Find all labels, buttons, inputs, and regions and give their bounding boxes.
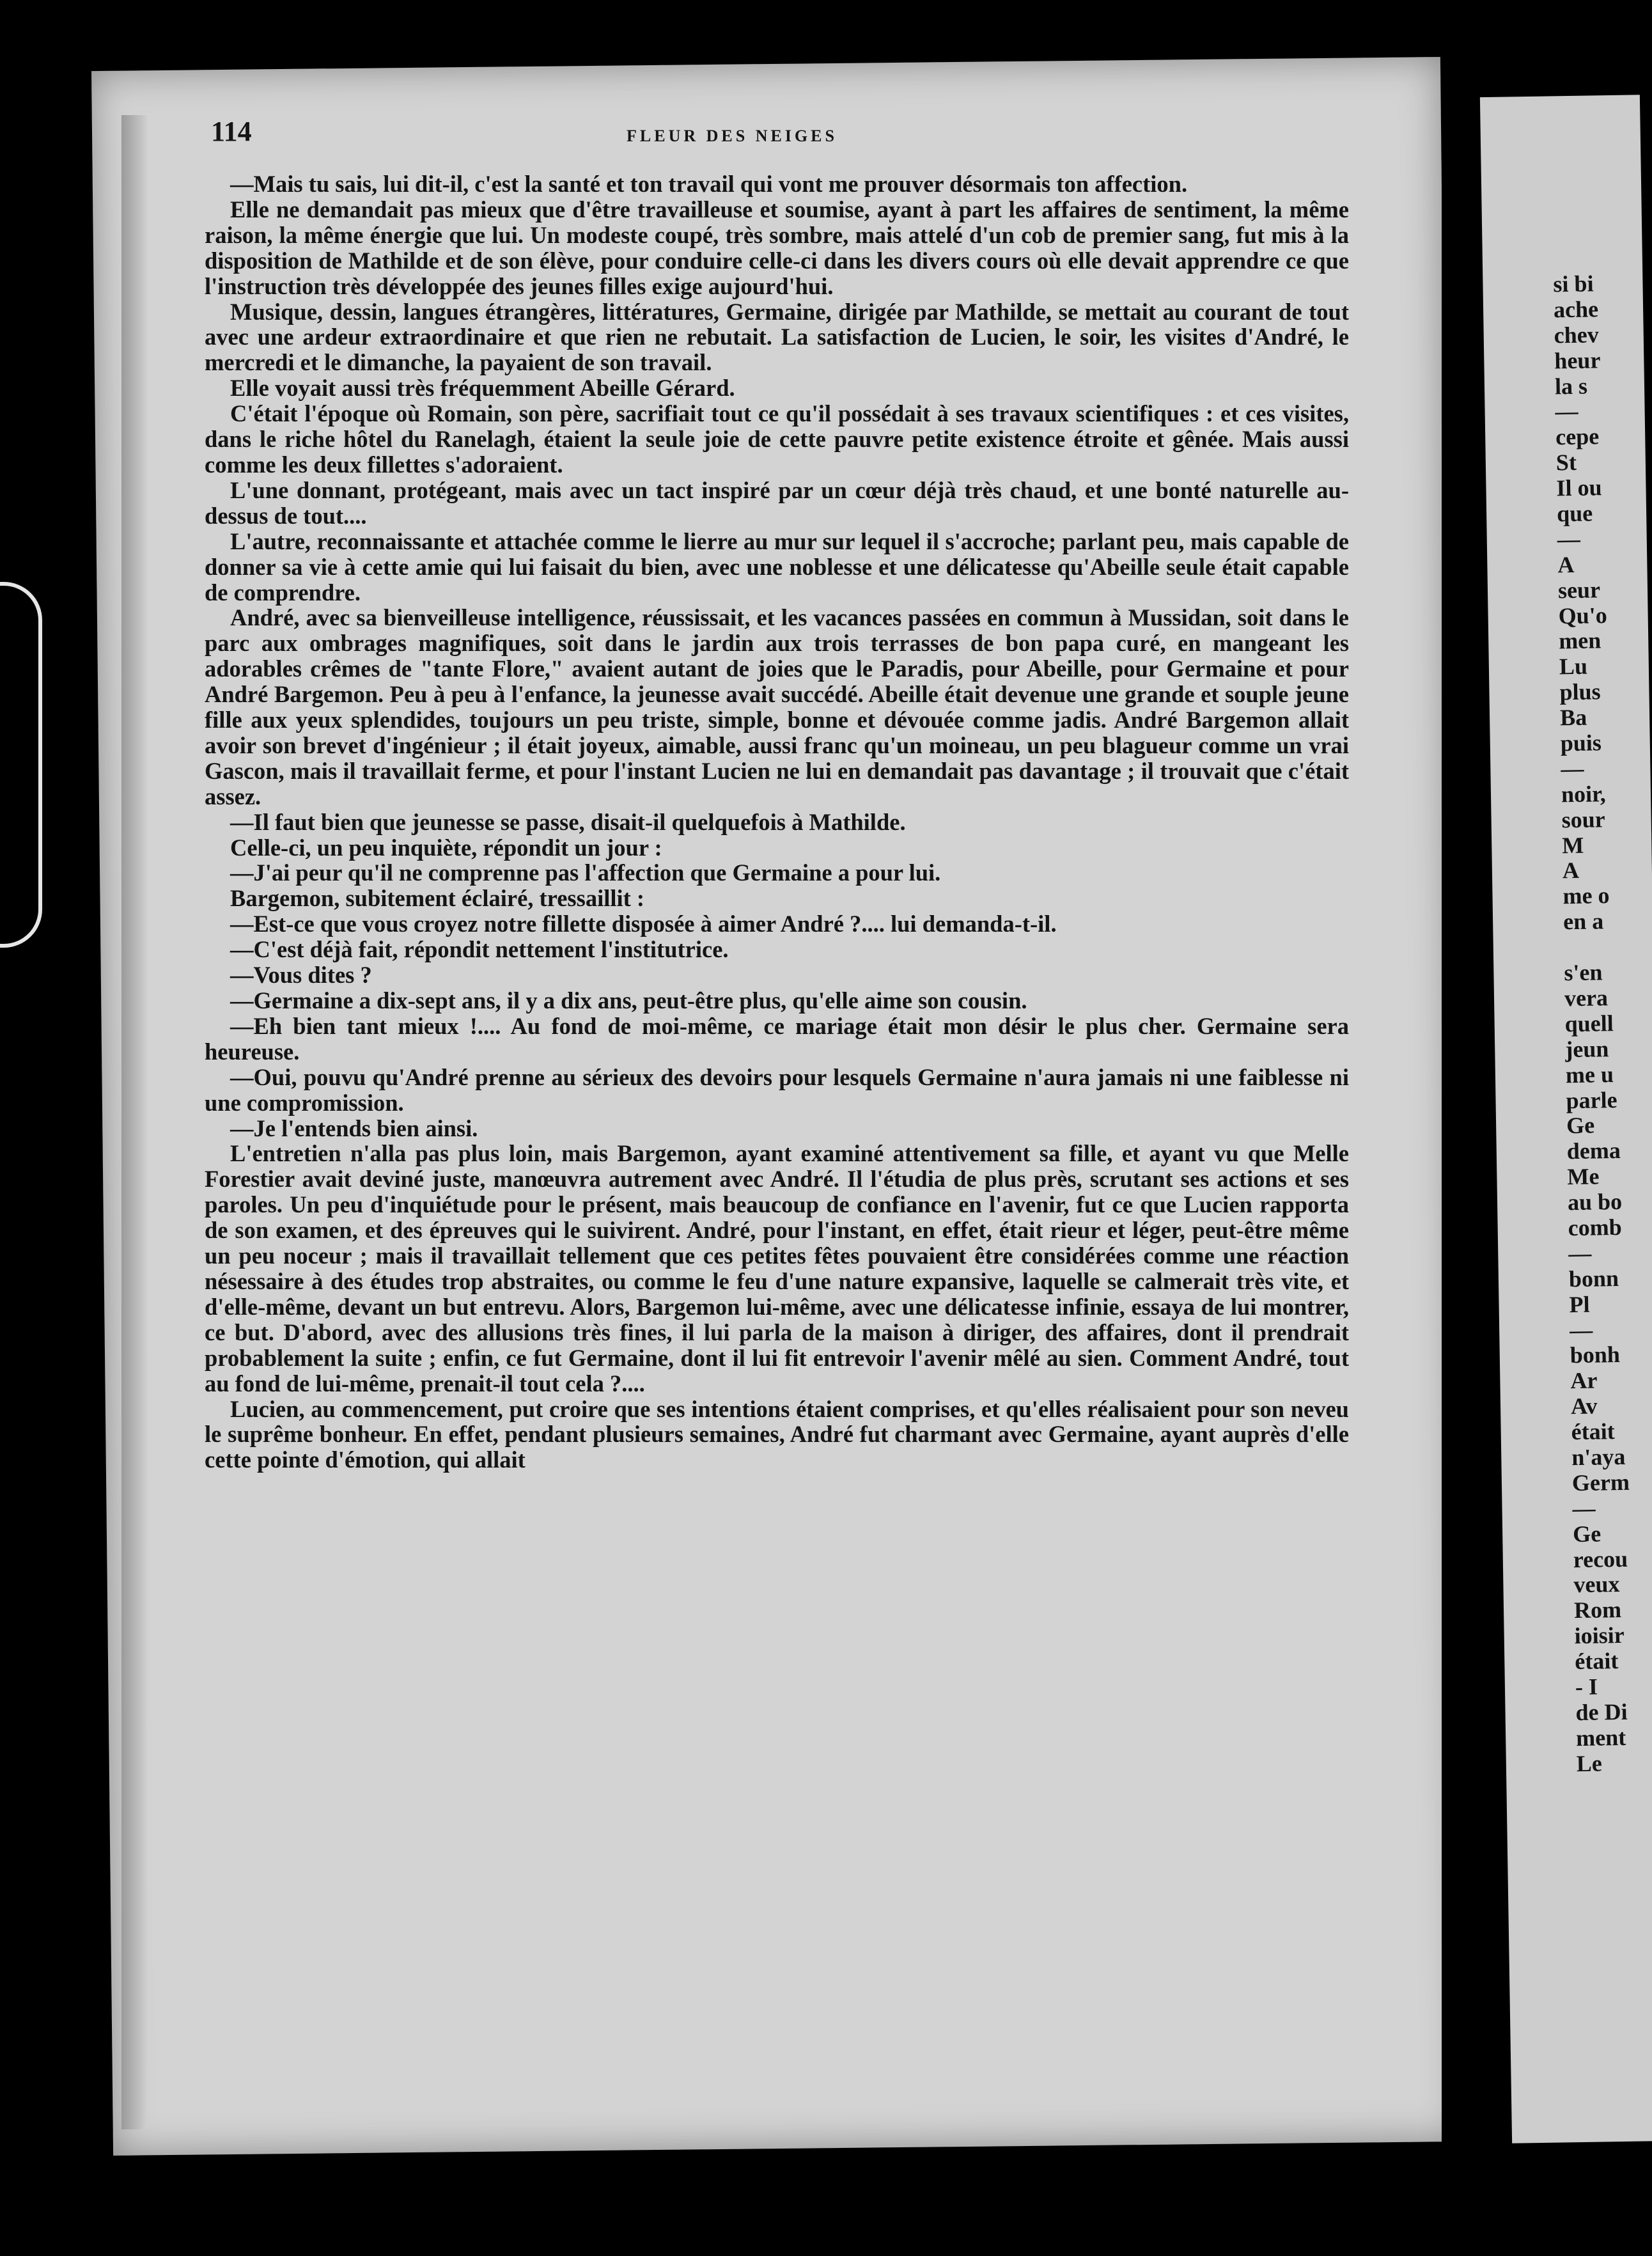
body-text <box>205 171 1349 1473</box>
right-page-text <box>1553 271 1634 1777</box>
paragraph: —Germaine a dix-sept ans, il y a dix ans, peut-être plus, qu'elle aime son cousin. <box>230 987 1027 1014</box>
paragraph: —Vous dites ? <box>230 962 372 989</box>
right-page-line: seur <box>1557 576 1601 604</box>
right-page-line: St <box>1555 450 1577 476</box>
right-page-line: ment <box>1575 1724 1626 1751</box>
right-page-line: était <box>1575 1648 1619 1675</box>
right-page-line: bonh <box>1570 1342 1621 1368</box>
right-page-line: Ar <box>1570 1367 1598 1394</box>
right-page-line: Ba <box>1559 704 1587 731</box>
paragraph: L'une donnant, protégeant, mais avec un tact inspiré par un cœur déjà très chaud, et une bonté naturelle au-dessus de tout.... <box>205 476 1349 529</box>
right-page-line: heur <box>1554 347 1601 374</box>
right-page-line: dema <box>1566 1138 1621 1164</box>
right-page-line: Germ <box>1571 1469 1630 1496</box>
right-page-line: que <box>1556 500 1593 527</box>
paragraph: Lucien, au commencement, put croire que ses intentions étaient comprises, et qu'elles réalisaient pour son neveu le suprême bonheur. En effet, pendant plusieurs semaines, André fut charmant avec Germaine, ayant auprès d'elle cette pointe d'émotion, qui allait <box>205 1395 1349 1473</box>
right-page-line: bonn <box>1568 1265 1619 1292</box>
right-page-line: — <box>1561 755 1584 782</box>
right-page-line: Ge <box>1566 1112 1595 1139</box>
book-page-right <box>1480 95 1652 2143</box>
right-page-line: cepe <box>1555 423 1600 450</box>
right-page-line: Rom <box>1573 1597 1622 1624</box>
right-page-line: si bi <box>1553 270 1594 297</box>
right-page-line: me o <box>1562 882 1610 909</box>
right-page-line: parle <box>1566 1086 1617 1113</box>
right-page-line: en a <box>1562 908 1604 935</box>
right-page-line: — <box>1569 1317 1593 1343</box>
right-page-line: comb <box>1568 1214 1622 1241</box>
paragraph: Musique, dessin, langues étrangères, littératures, Germaine, dirigée par Mathilde, se mettait au courant de tout avec une ardeur extraordinaire et que rien ne rebutait. La satisfaction de Lucien, le soir, les visites d'André, le mercredi et le dimanche, la payaient de son travail. <box>205 298 1349 376</box>
paragraph: Bargemon, subitement éclairé, tressaillit : <box>230 885 645 912</box>
right-page-line: ioisir <box>1574 1622 1625 1649</box>
paragraph: Elle ne demandait pas mieux que d'être travailleuse et soumise, ayant à part les affaires de sentiment, la même raison, la même énergie que lui. Un modeste coupé, très sombre, mais attelé d'un cob de premier sang, fut mis à la disposition de Mathilde et de son élève, pour conduire celle-ci dans les divers cours où elle devait apprendre ce que l'instruction très développée des jeunes filles exige aujourd'hui. <box>205 196 1349 299</box>
right-page-line: de Di <box>1575 1698 1628 1725</box>
right-page-line: au bo <box>1567 1188 1623 1216</box>
paragraph: Elle voyait aussi très fréquemment Abeille Gérard. <box>230 375 735 402</box>
right-page-line: n'aya <box>1571 1443 1626 1471</box>
right-page-line: — <box>1572 1495 1596 1521</box>
paragraph: L'entretien n'alla pas plus loin, mais Bargemon, ayant examiné attentivement sa fille, et ayant vu que Melle Forestier avait deviné juste, manœuvra autrement avec André. Il l'étudia de plus près, scrutant ses actions et ses paroles. Un peu d'inquiétude pour le présent, mais beaucoup de confiance en l'avenir, fut ce que Lucien rapporta de son examen, et des épreuves qui le suivirent. André, pour l'instant, en effet, était rieur et léger, peut-être même un peu noceur ; mais il travaillait tellement que ces petites fêtes pouvaient être considérées comme une réaction nésessaire à des études trop abstraites, ou comme le feu d'une nature expansive, laquelle se calmerait très vite, et d'elle-même, devant un but entrevu. Alors, Bargemon lui-même, avec une délicatesse infinie, essaya de lui montrer, ce but. D'abord, avec des allusions très fines, il lui parla de la maison à diriger, des affaires, dont il prendrait probablement la suite ; enfin, ce fut Germaine, dont il lui fit entrevoir l'avenir mêlé au sien. Comment André, tout au fond de lui-même, prenait-il tout cela ?.... <box>205 1140 1349 1397</box>
running-title: FLEUR DES NEIGES <box>627 127 838 145</box>
page-edge-shadow <box>121 115 147 2129</box>
paragraph: —Il faut bien que jeunesse se passe, disait-il quelquefois à Mathilde. <box>230 808 906 835</box>
page-number: 114 <box>211 116 252 147</box>
right-page-line <box>1563 934 1621 960</box>
paragraph: —J'ai peur qu'il ne comprenne pas l'affection que Germaine a pour lui. <box>230 859 941 886</box>
paragraph: —Je l'entends bien ainsi. <box>230 1115 478 1141</box>
paragraph: —Est-ce que vous croyez notre fillette disposée à aimer André ?.... lui demanda-t-il. <box>230 911 1057 937</box>
right-page-line: A <box>1557 551 1575 578</box>
paragraph: L'autre, reconnaissante et attachée comme le lierre au mur sur lequel il s'accroche; parlant peu, mais capable de donner sa vie à cette amie qui lui faisait du bien, avec une noblesse et une délicatesse qu'Abeille seule était capable de comprendre. <box>205 528 1349 606</box>
right-page-line: Ge <box>1572 1521 1601 1547</box>
paragraph: —Oui, pouvu qu'André prenne au sérieux des devoirs pour lesquels Germaine n'aura jamais ni une faiblesse ni une compromission. <box>205 1063 1349 1116</box>
right-page-line: M <box>1561 832 1584 858</box>
right-page-line: me u <box>1565 1061 1614 1088</box>
paragraph: —Eh bien tant mieux !.... Au fond de moi-même, ce mariage était mon désir le plus cher. Germaine sera heureuse. <box>205 1012 1349 1065</box>
right-page-line: puis <box>1560 730 1602 756</box>
right-page-line: recou <box>1573 1546 1628 1572</box>
right-page-line: - I <box>1575 1673 1598 1700</box>
right-page-line: vera <box>1564 985 1609 1012</box>
right-page-line: la s <box>1554 373 1588 399</box>
right-page-line: sour <box>1561 806 1605 833</box>
paragraph: Celle-ci, un peu inquiète, répondit un jour : <box>230 834 662 861</box>
right-page-line: Av <box>1570 1393 1598 1420</box>
right-page-line: était <box>1571 1418 1615 1445</box>
paragraph: —Mais tu sais, lui dit-il, c'est la santé et ton travail qui vont me prouver désormais ton affection. <box>230 171 1188 197</box>
right-page-line: — <box>1555 398 1578 425</box>
right-page-line: men <box>1558 627 1601 654</box>
right-page-line: s'en <box>1564 959 1603 986</box>
right-page-line: Pl <box>1569 1291 1590 1317</box>
right-page-line: Le <box>1576 1750 1603 1776</box>
right-page-line: Lu <box>1559 653 1588 680</box>
right-page-line: A <box>1562 858 1580 884</box>
right-page-line: jeun <box>1564 1035 1609 1062</box>
right-page-line: chev <box>1554 322 1600 349</box>
clip-mark <box>0 582 42 948</box>
right-page-line: — <box>1557 526 1581 552</box>
paragraph: C'était l'époque où Romain, son père, sacrifiait tout ce qu'il possédait à ses travaux scientifiques : et ces visites, dans le riche hôtel du Ranelagh, étaient la seule joie de cette pauvre petite existence étroite et gênée. Mais aussi comme les deux fillettes s'adoraient. <box>205 400 1349 478</box>
right-page-line: noir, <box>1561 781 1607 808</box>
right-page-line: Me <box>1567 1163 1600 1190</box>
right-page-line: veux <box>1573 1571 1620 1598</box>
page-header <box>211 115 1531 166</box>
right-page-line: quell <box>1564 1010 1614 1037</box>
right-page-line: Il ou <box>1556 474 1602 501</box>
right-page-line: Qu'o <box>1558 602 1607 629</box>
right-page-line: — <box>1568 1240 1592 1267</box>
paragraph: —C'est déjà fait, répondit nettement l'institutrice. <box>230 936 729 963</box>
right-page-line: plus <box>1559 678 1601 705</box>
right-page-line: ache <box>1553 296 1599 323</box>
paragraph: André, avec sa bienveilleuse intelligence, réussissait, et les vacances passées en commun à Mussidan, soit dans le parc aux ombrages magnifiques, soit dans le jardin aux trois terrasses de bon papa curé, en mangeant les adorables crêmes de "tante Flore," avaient autant de joies que le Paradis, pour Abeille, pour Germaine et pour André Bargemon. Peu à peu à l'enfance, la jeunesse avait succédé. Abeille était devenue une grande et souple jeune fille aux yeux splendides, toujours un peu triste, simple, bonne et dévouée comme jadis. André Bargemon allait avoir son brevet d'ingénieur ; il était joyeux, aimable, aussi franc qu'un moineau, un peu blagueur comme un vrai Gascon, mais il travaillait ferme, et pour l'instant Lucien ne lui en demandait pas davantage ; il trouvait que c'était assez. <box>205 604 1349 810</box>
